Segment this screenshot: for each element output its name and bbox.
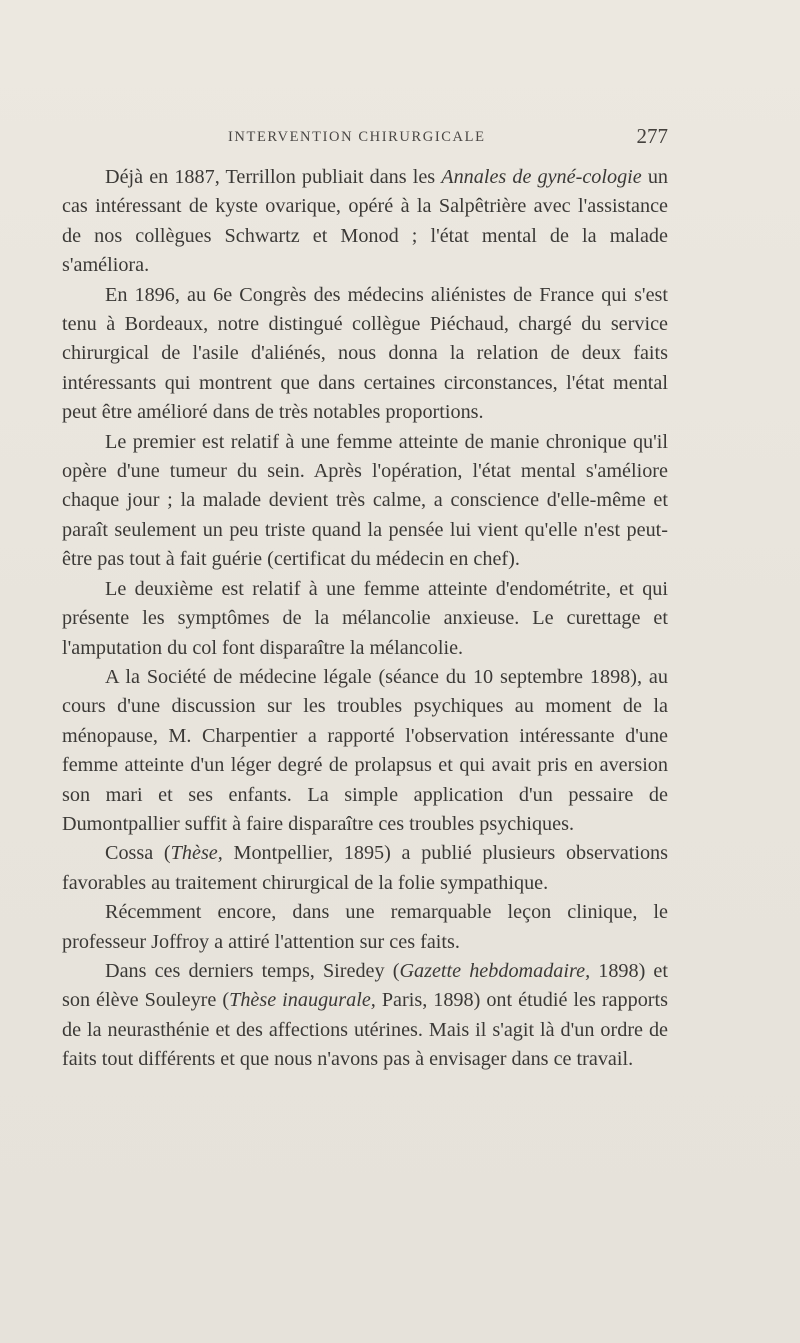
paragraph-text: Paris, 1898) ont étudié les rapports de la neurasthénie et des affections utérines. Mais il s'agit là d'un ordre de faits tout différents et que nous n'avons pas à envisager dans ce travail. xyxy=(62,989,668,1071)
running-head: INTERVENTION CHIRURGICALE xyxy=(228,129,486,145)
journal-title-italic: Gazette hebdomadaire, xyxy=(399,959,591,982)
paragraph-joffroy: Récemment encore, dans une remarquable leçon clinique, le professeur Joffroy a attiré l'attention sur ces faits. xyxy=(62,901,668,953)
paragraph-text: Déjà en 1887, Terrillon publiait dans les xyxy=(105,166,442,188)
page-header xyxy=(62,124,668,154)
paragraph-terrillon xyxy=(62,163,668,281)
paragraph-text: un cas intéressant de kyste ovarique, opéré à la Salpêtrière avec l'assistance de nos collègues Schwartz et Monod ; l'état mental de la malade s'améliora. xyxy=(62,166,669,277)
page-number: 277 xyxy=(636,124,668,148)
paragraph-first-case: Le premier est relatif à une femme atteinte de manie chronique qu'il opère d'une tumeur du sein. Après l'opération, l'état mental s'améliore chaque jour ; la malade devient très calme, a conscience d'elle-même et paraît seulement un peu triste quand la pensée lui vient qu'elle n'est peut-être pas tout à fait guérie (certificat du médecin en chef). xyxy=(62,430,668,571)
paragraph-text: Cossa ( xyxy=(105,842,171,865)
paragraph-text: Dans ces derniers temps, Siredey ( xyxy=(105,959,400,982)
paragraph-text: Montpellier, 1895) a publié plusieurs observations favorables au traitement chirurgical de la folie sympathique. xyxy=(62,842,668,894)
paragraph-second-case: Le deuxième est relatif à une femme atteinte d'endométrite, et qui présente les symptômes de la mélancolie anxieuse. Le curettage et l'amputation du col font disparaître la mélancolie. xyxy=(62,577,668,659)
paragraph-piechaud: En 1896, au 6e Congrès des médecins aliénistes de France qui s'est tenu à Bordeaux, notre distingué collègue Piéchaud, chargé du service chirurgical de l'asile d'aliénés, nous donna la relation de deux faits intéressants qui montrent que dans certaines circonstances, l'état mental peut être amélioré dans de très notables proportions. xyxy=(62,283,668,424)
journal-title-italic: Annales de gyné-cologie xyxy=(441,166,642,188)
body-text xyxy=(62,163,668,1075)
paragraph-text: 1898) et son élève Souleyre ( xyxy=(62,959,668,1012)
thesis-italic: Thèse inaugurale, xyxy=(229,989,376,1012)
paragraph-siredey xyxy=(62,957,668,1075)
paragraph-societe-medecine: A la Société de médecine légale (séance du 10 septembre 1898), au cours d'une discussion sur les troubles psychiques au moment de la ménopause, M. Charpentier a rapporté l'observation intéressante d'une femme atteinte d'un léger degré de prolapsus et qui avait pris en aversion son mari et ses enfants. La simple application d'un pessaire de Dumontpallier suffit à faire disparaître ces troubles psychiques. xyxy=(62,665,668,835)
thesis-italic: Thèse, xyxy=(170,842,223,865)
paragraph-cossa xyxy=(62,839,668,898)
